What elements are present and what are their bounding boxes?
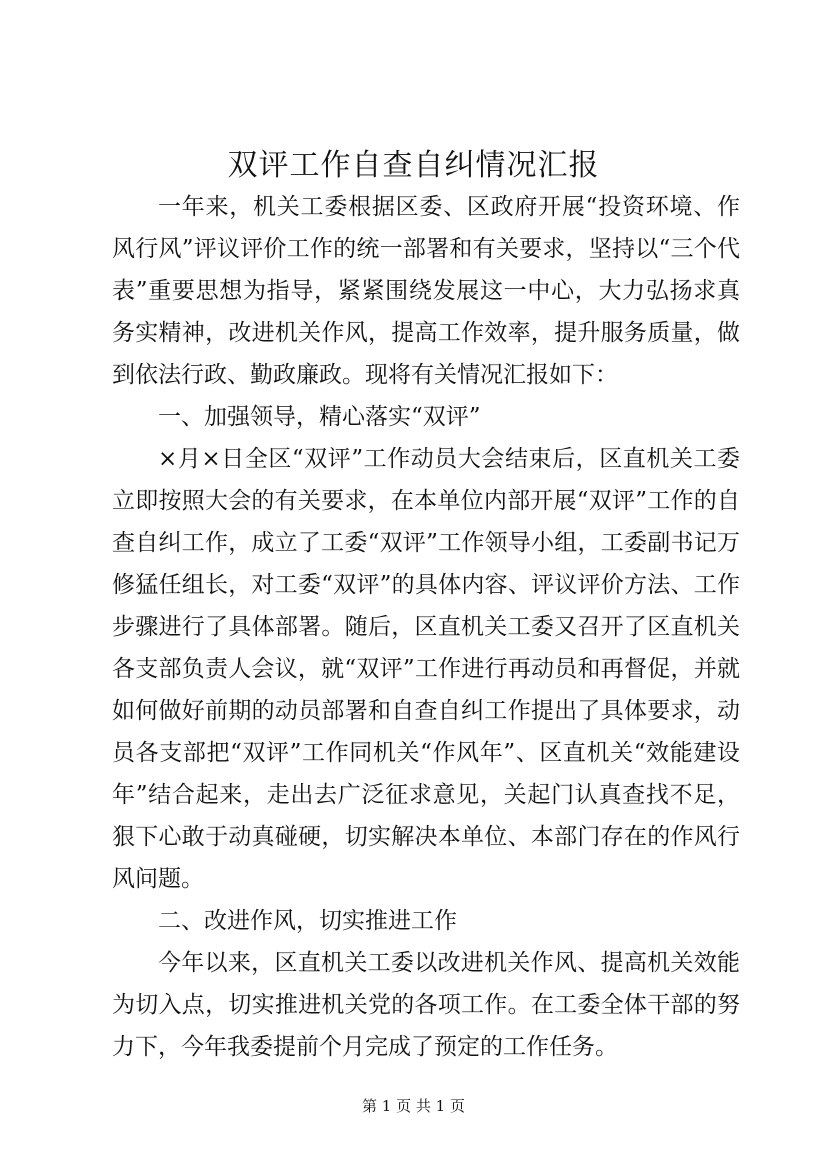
- paragraph-section-2: 今年以来，区直机关工委以改进机关作风、提高机关效能为切入点，切实推进机关党的各项工作。在工委全体干部的努力下，今年我委提前个月完成了预定的工作任务。: [112, 950, 740, 1060]
- page-footer: 第 1 页 共 1 页: [362, 1097, 465, 1115]
- section-heading-1: 一、加强领导，精心落实“双评”: [158, 404, 481, 430]
- document-body: [112, 186, 740, 1068]
- paragraph-section-1: ×月×日全区“双评”工作动员大会结束后，区直机关工委立即按照大会的有关要求，在本单位内部开展“双评”工作的自查自纠工作，成立了工委“双评”工作领导小组，工委副书记万修猛任组长，对工委“双评”的具体内容、评议评价方法、工作步骤进行了具体部署。随后，区直机关工委又召开了区直机关各支部负责人会议，就“双评”工作进行再动员和再督促，并就如何做好前期的动员部署和自查自纠工作提出了具体要求，动员各支部把“双评”工作同机关“作风年”、区直机关“效能建设年”结合起来，走出去广泛征求意见，关起门认真查找不足，狠下心敢于动真碰硬，切实解决本单位、本部门存在的作风行风问题。: [112, 446, 740, 892]
- paragraph-intro: 一年来，机关工委根据区委、区政府开展“投资环境、作风行风”评议评价工作的统一部署和有关要求，坚持以“三个代表”重要思想为指导，紧紧围绕发展这一中心，大力弘扬求真务实精神，改进机关作风，提高工作效率，提升服务质量，做到依法行政、勤政廉政。现将有关情况汇报如下：: [112, 194, 740, 388]
- document-title: 双评工作自查自纠情况汇报: [227, 148, 600, 183]
- section-heading-2: 二、改进作风，切实推进工作: [158, 908, 457, 934]
